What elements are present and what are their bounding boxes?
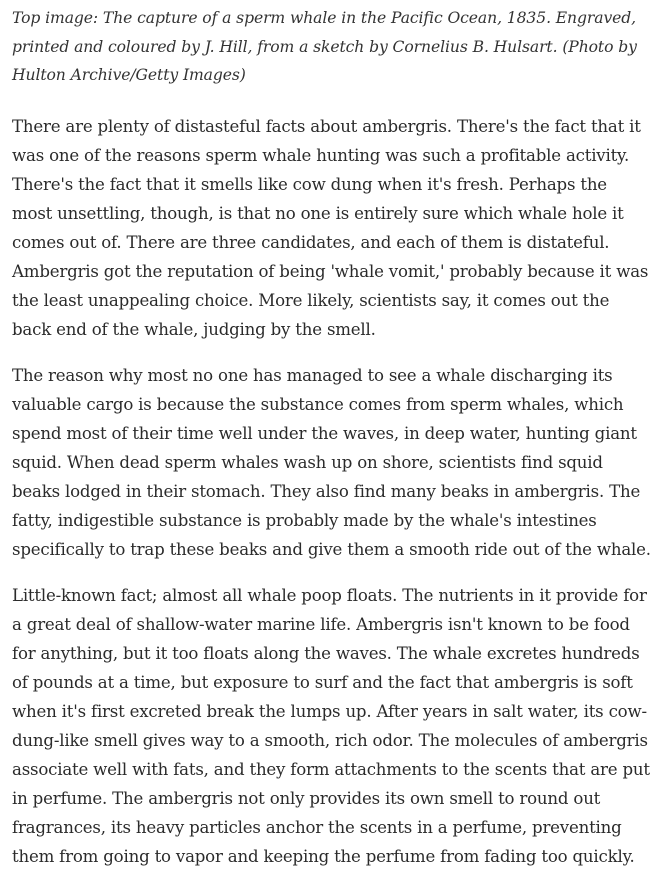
article-paragraph-3: Little-known fact; almost all whale poop floats. The nutrients in it provide for a great deal of shallow-water marine life. Ambergris isn't known to be food for anything, but it too floats along the waves. The whale excretes hundreds of pounds at a time, but exposure to surf and the fact that ambergris is soft when it's first excreted break the lumps up. After years in salt water, its cow-dung-like smell gives way to a smooth, rich odor. The molecules of ambergris associate well with fats, and they form attachments to the scents that are put in perfume. The ambergris not only provides its own smell to round out fragrances, its heavy particles anchor the scents in a perfume, preventing them from going to vapor and keeping the perfume from fading too quickly. — [12, 585, 650, 866]
article-paragraph-2: The reason why most no one has managed to see a whale discharging its valuable cargo is because the substance comes from sperm whales, which spend most of their time well under the waves, in deep water, hunting giant squid. When dead sperm whales wash up on shore, scientists find squid beaks lodged in their stomach. They also find many beaks in ambergris. The fatty, indigestible substance is probably made by the whale's intestines specifically to trap these beaks and give them a smooth ride out of the whale. — [12, 365, 651, 559]
image-caption: Top image: The capture of a sperm whale in the Pacific Ocean, 1835. Engraved, printed and coloured by J. Hill, from a sketch by Cornelius B. Hulsart. (Photo by Hulton Archive/Getty Images) — [12, 9, 637, 84]
article-paragraph-1: There are plenty of distasteful facts about ambergris. There's the fact that it was one of the reasons sperm whale hunting was such a profitable activity. There's the fact that it smells like cow dung when it's fresh. Perhaps the most unsettling, though, is that no one is entirely sure which whale hole it comes out of. There are three candidates, and each of them is distateful. Ambergris got the reputation of being 'whale vomit,' probably because it was the least unappealing choice. More likely, scientists say, it comes out the back end of the whale, judging by the smell. — [12, 116, 649, 339]
